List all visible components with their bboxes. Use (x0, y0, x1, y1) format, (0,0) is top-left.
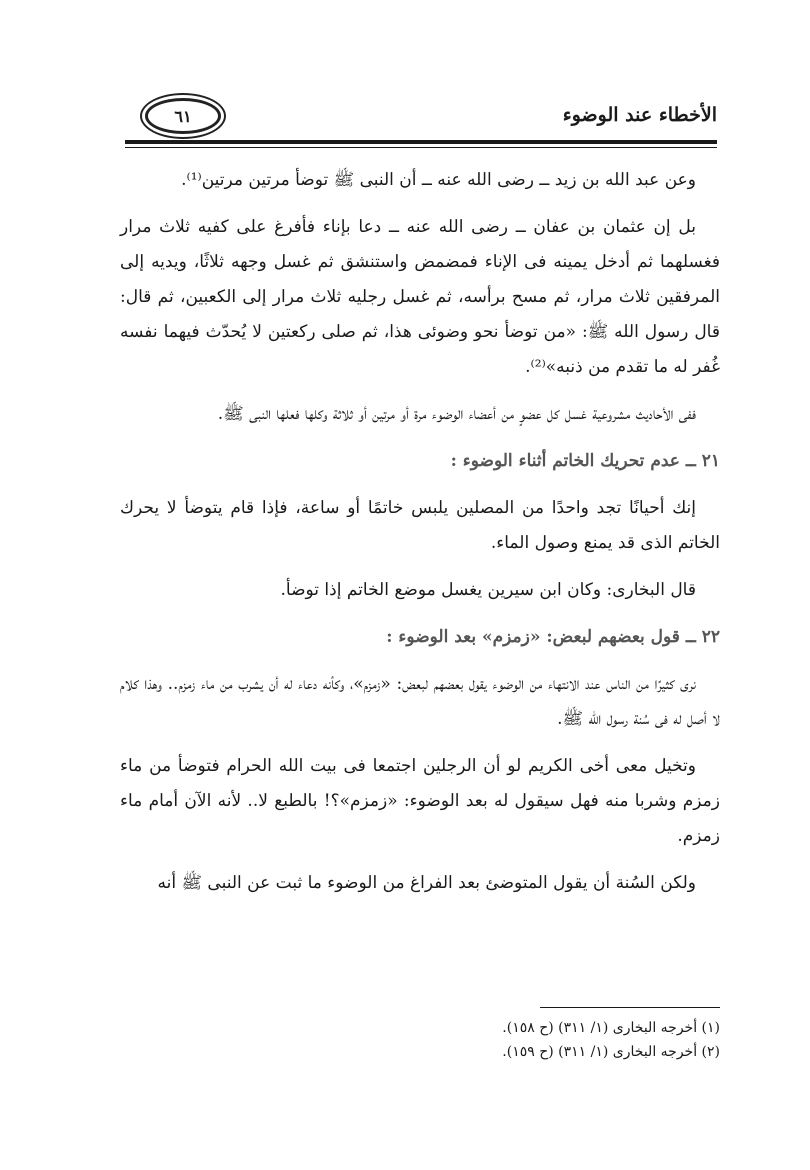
paragraph: نرى كثيرًا من الناس عند الانتهاء من الوضوء يقول بعضهم لبعض: «زمزم»، وكأنه دعاء له أن يشرب من ماء زمزم.. وهذا كلام لا أصل له فى سُنة رسول الله ﷺ. (120, 674, 720, 729)
footnote: (١) أخرجه البخارى (١/ ٣١١) (ح ١٥٨). (502, 1020, 720, 1036)
paragraph: ففى الأحاديث مشروعية غسل كل عضوٍ من أعضاء الوضوء مرة أو مرتين أو ثلاثة وكلها فعلها النبى ﷺ. (217, 404, 696, 424)
footnote: (٢) أخرجه البخارى (١/ ٣١١) (ح ١٥٩). (502, 1044, 720, 1060)
paragraph: وتخيل معى أخى الكريم لو أن الرجلين اجتمعا فى بيت الله الحرام فتوضأ من ماء زمزم وشربا منه فهل سيقول له بعد الوضوء: «زمزم»؟! بالطبع لا.. لأنه الآن أمام ماء زمزم. (120, 756, 720, 846)
body-text (120, 163, 720, 913)
page-number: ٦١ (145, 98, 221, 134)
paragraph: ولكن السُنة أن يقول المتوضئ بعد الفراغ من الوضوء ما ثبت عن النبى ﷺ أنه (157, 873, 696, 893)
paragraph: إنك أحيانًا تجد واحدًا من المصلين يلبس خاتمًا أو ساعة، فإذا قام يتوضأ لا يحرك الخاتم الذى قد يمنع وصول الماء. (120, 498, 720, 553)
header-rule-thin (125, 147, 717, 148)
paragraph: قال البخارى: وكان ابن سيرين يغسل موضع الخاتم إذا توضأ. (280, 580, 696, 600)
running-title: الأخطاء عند الوضوء (562, 104, 717, 126)
section-heading: ٢٢ ــ قول بعضهم لبعض: «زمزم» بعد الوضوء : (386, 627, 720, 647)
footnote-divider (540, 1007, 720, 1008)
footnotes (120, 1016, 720, 1064)
paragraph: وعن عبد الله بن زيد ــ رضى الله عنه ــ أن النبى ﷺ توضأ مرتين مرتين⁽¹⁾. (181, 170, 696, 190)
header-rule-thick (125, 140, 717, 144)
section-heading: ٢١ ــ عدم تحريك الخاتم أثناء الوضوء : (450, 451, 720, 471)
paragraph: بل إن عثمان بن عفان ــ رضى الله عنه ــ دعا بإناء فأفرغ على كفيه ثلاث مرار فغسلهما ثم أدخل يمينه فى الإناء فمضمض واستنشق ثم غسل وجهه ثلاثًا، ويديه إلى المرفقين ثلاث مرار، ثم مسح برأسه، ثم غسل رجليه ثلاث مرار إلى الكعبين، ثم قال: قال رسول الله ﷺ: «من توضأ نحو وضوئى هذا، ثم صلى ركعتين لا يُحدّث فيهما نفسه غُفر له ما تقدم من ذنبه»⁽²⁾. (120, 217, 720, 377)
page-header (125, 92, 717, 150)
